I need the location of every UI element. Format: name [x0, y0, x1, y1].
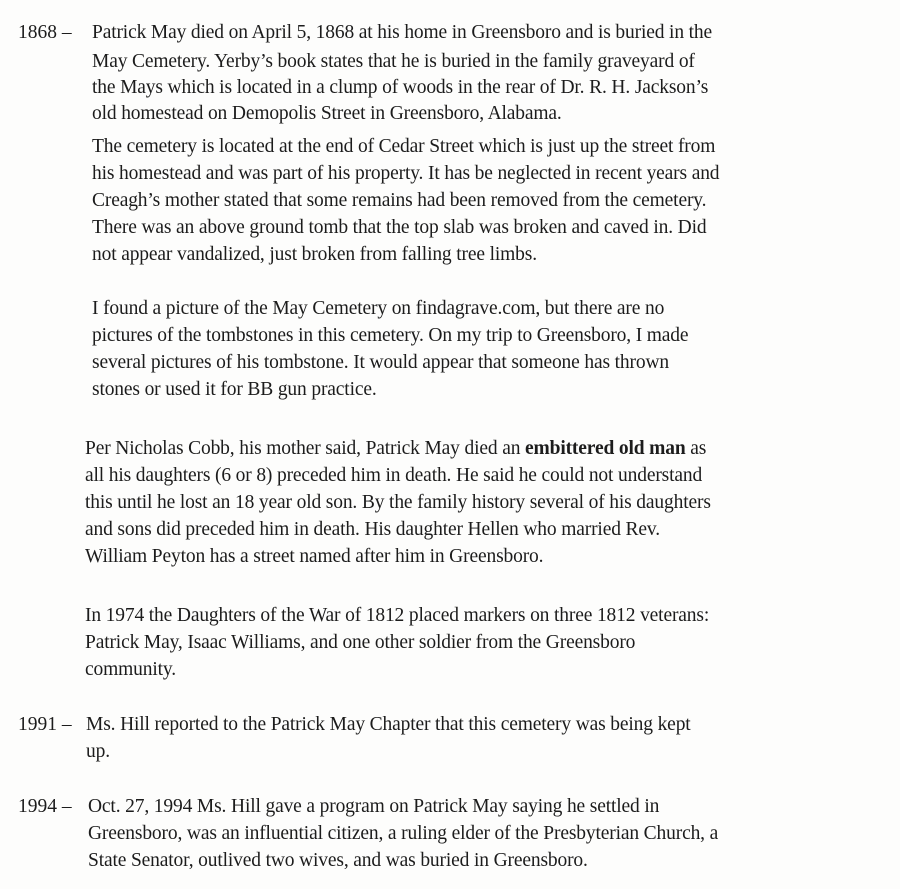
text-line: State Senator, outlived two wives, and was buried in Greensboro.: [88, 850, 588, 871]
text-line: several pictures of his tombstone. It would appear that someone has thrown: [92, 352, 670, 373]
year-label-1868: 1868 –: [18, 22, 72, 43]
text-line: and sons did preceded him in death. His daughter Hellen who married Rev.: [85, 519, 660, 540]
text-line: [85, 437, 706, 460]
text-line: old homestead on Demopolis Street in Greensboro, Alabama.: [92, 103, 562, 124]
text-line: There was an above ground tomb that the top slab was broken and caved in. Did: [92, 217, 707, 238]
text-line: up.: [86, 741, 110, 762]
year-label-1994: 1994 –: [18, 796, 72, 817]
text-line: his homestead and was part of his property. It has be neglected in recent years and: [92, 163, 720, 184]
text-line: this until he lost an 18 year old son. By the family history several of his daughters: [85, 492, 711, 513]
year-label-1991: 1991 –: [18, 714, 72, 735]
text-line: May Cemetery. Yerby’s book states that he is buried in the family graveyard of: [92, 51, 695, 72]
text-run: as: [685, 438, 707, 459]
text-line: Patrick May died on April 5, 1868 at his home in Greensboro and is buried in the: [92, 22, 713, 43]
text-line: In 1974 the Daughters of the War of 1812 placed markers on three 1812 veterans:: [85, 605, 710, 626]
text-line: community.: [85, 659, 176, 680]
text-line: pictures of the tombstones in this cemetery. On my trip to Greensboro, I made: [92, 325, 689, 346]
text-line: Patrick May, Isaac Williams, and one other soldier from the Greensboro: [85, 632, 636, 653]
text-line: William Peyton has a street named after him in Greensboro.: [85, 546, 544, 567]
text-line: all his daughters (6 or 8) preceded him in death. He said he could not understand: [85, 465, 703, 486]
text-line: Oct. 27, 1994 Ms. Hill gave a program on Patrick May saying he settled in: [88, 796, 660, 817]
text-line: I found a picture of the May Cemetery on findagrave.com, but there are no: [92, 298, 665, 319]
text-line: Greensboro, was an influential citizen, a ruling elder of the Presbyterian Church, a: [88, 823, 719, 844]
text-line: not appear vandalized, just broken from falling tree limbs.: [92, 244, 537, 265]
text-line: the Mays which is located in a clump of woods in the rear of Dr. R. H. Jackson’s: [92, 77, 709, 98]
text-run: Per Nicholas Cobb, his mother said, Patrick May died an: [85, 438, 526, 459]
emphasis-text: embittered old man: [525, 438, 686, 459]
text-line: The cemetery is located at the end of Cedar Street which is just up the street from: [92, 136, 716, 157]
text-line: Ms. Hill reported to the Patrick May Chapter that this cemetery was being kept: [86, 714, 691, 735]
text-line: stones or used it for BB gun practice.: [92, 379, 377, 400]
text-line: Creagh’s mother stated that some remains had been removed from the cemetery.: [92, 190, 707, 211]
